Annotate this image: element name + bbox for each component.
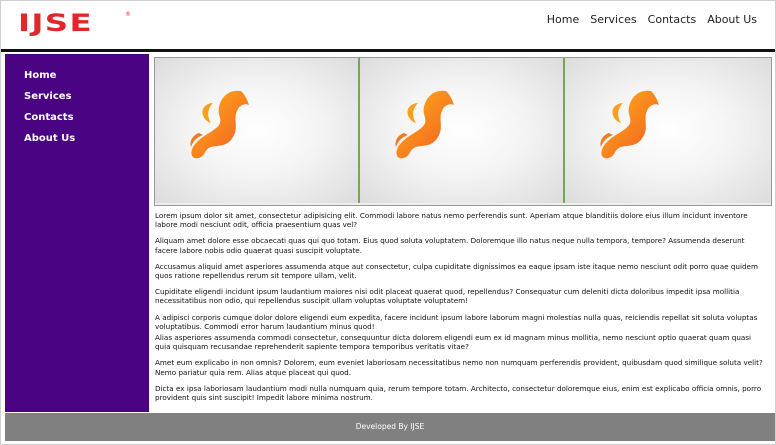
brand-logo[interactable] [18,9,131,37]
sidebar-item-home[interactable]: Home [24,70,57,81]
paragraph: Cupiditate eligendi incidunt ipsum laudantium maiores nisi odit placeat quaerat quod, repellendus? Consequatur cum deleniti dicta doloribus impedit ipsa mollitia necessitatibus non odio, qui repellendus suscipit ullam voluptas voluptate voluptatem! [155,287,740,306]
registered-mark: ® [125,11,131,18]
topnav-services-link[interactable]: Services [590,13,637,26]
site-footer [5,413,775,441]
site-header [1,1,775,49]
sidebar-item-about[interactable]: About Us [24,133,76,144]
sidebar-item-services[interactable]: Services [24,91,72,102]
topnav-home-link[interactable]: Home [546,13,580,26]
paragraph: Alias asperiores assumenda commodi consectetur, consequuntur dicta dolorem eligendi eum ex id magnam minus mollitia, nemo nesciunt optio quaerat quam quasi quia quisquam recusandae reprehenderit sapiente tempora temporibus veritatis vitae? [155,333,752,352]
image-slider[interactable] [154,57,772,206]
header-divider [1,49,775,52]
topnav-about-link[interactable]: About Us [707,13,757,26]
sidebar [5,54,149,412]
paragraph: Dicta ex ipsa laboriosam laudantium modi nulla numquam quia, rerum tempore totam. Architecto, consectetur doloremque eius, enim est explicabo officia omnis, porro provident quis sint suscipit! Impedit labore minima nostrum. [155,383,762,403]
flame-lady-logo-icon [388,85,468,165]
slide-3[interactable] [565,58,771,203]
topnav-contacts-link[interactable]: Contacts [647,13,697,26]
slide-1[interactable] [155,58,360,203]
top-nav [547,13,757,26]
paragraph: Accusamus aliquid amet asperiores assumenda atque aut consectetur, culpa cupiditate dignissimos ea eaque ipsam iste itaque nemo nesciunt odit porro quae quidem quos ratione repellendus rerum sit tempore ullam, velit. [155,261,758,281]
slide-2[interactable] [360,58,565,203]
paragraph: Amet eum explicabo in non omnis? Dolorem, eum eveniet laboriosam necessitatibus nemo non numquam perferendis provident, quibusdam quod similique soluta velit? Nemo pariatur quia rem. Alias atque placeat qui quod. [155,358,763,377]
flame-lady-logo-icon [593,85,673,165]
paragraph: Aliquam amet dolore esse obcaecati quas qui quo totam. Eius quod soluta voluptatem. Doloremque illo natus neque nulla tempora, tempore? Assumenda deserunt facere labore nobis odio quaerat quasi suscipit voluptate. [155,236,745,255]
main-content [151,54,771,412]
footer-credit: Developed By IJSE [355,422,425,431]
flame-lady-logo-icon [183,85,263,165]
logo-text: IJSE [18,9,93,37]
paragraph: A adipisci corporis cumque dolor dolore eligendi eum expedita, facere incidunt ipsum labore laborum magni molestias nulla quas, reiciendis repellat sit soluta voluptas voluptatibus. Commodi error harum laudantium minus quod! [155,312,758,331]
sidebar-item-contacts[interactable]: Contacts [24,112,74,123]
sidebar-menu [24,69,75,153]
body-text [155,211,767,409]
paragraph: Lorem ipsum dolor sit amet, consectetur adipisicing elit. Commodi labore natus nemo perferendis sunt. Aperiam atque blanditiis dolore eius illum incidunt inventore labore modi nesciunt odit, officia praesentium quas vel? [155,211,748,230]
